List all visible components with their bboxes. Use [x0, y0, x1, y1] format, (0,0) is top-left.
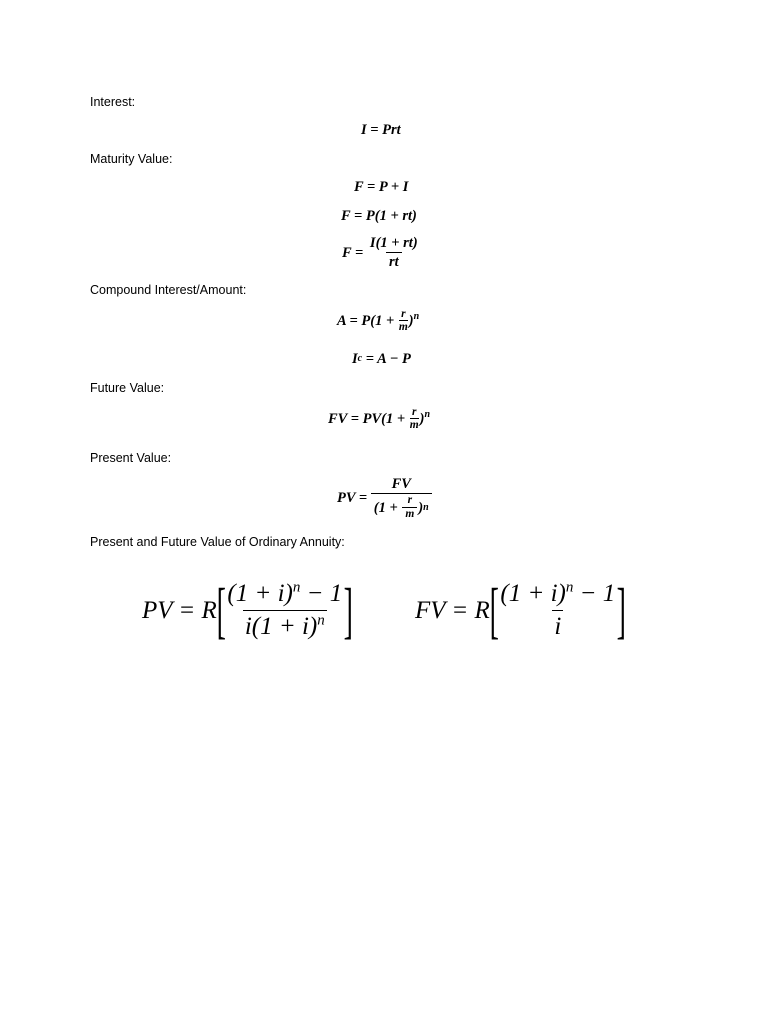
formula-simple-interest: I = Prt: [361, 122, 401, 138]
formula-present-value: PV = FV (1 + $\frac{r}{m}$ ) n: [337, 476, 432, 520]
formula-compound-amount: A = P(1 + $\frac{r}{m}$ )$^n$: [337, 308, 420, 333]
formula-compound-interest: I c = A − P: [352, 351, 411, 367]
heading-compound-interest: Compound Interest/Amount:: [90, 283, 247, 297]
heading-future-value: Future Value:: [90, 381, 165, 395]
formula-maturity-1: F = P + I: [354, 179, 409, 195]
formula-annuity-present-value: PV = R [ $\frac{(1 + i)^n - 1}{i(1 + i)^n}$ ]: [142, 576, 354, 645]
formula-maturity-2: F = P(1 + rt): [341, 208, 417, 224]
formula-maturity-3: F = $\frac{I(1 + rt)}{rt}$: [342, 235, 418, 270]
formula-annuity-future-value: FV = R [ $\frac{(1 + i)^n - 1}{i}$ ]: [415, 576, 627, 645]
formula-future-value: FV = PV(1 + $\frac{r}{m}$ )$^n$: [328, 406, 431, 431]
heading-interest: Interest:: [90, 95, 136, 109]
heading-ordinary-annuity: Present and Future Value of Ordinary Annuity:: [90, 535, 345, 549]
heading-maturity-value: Maturity Value:: [90, 152, 173, 166]
heading-present-value: Present Value:: [90, 451, 172, 465]
